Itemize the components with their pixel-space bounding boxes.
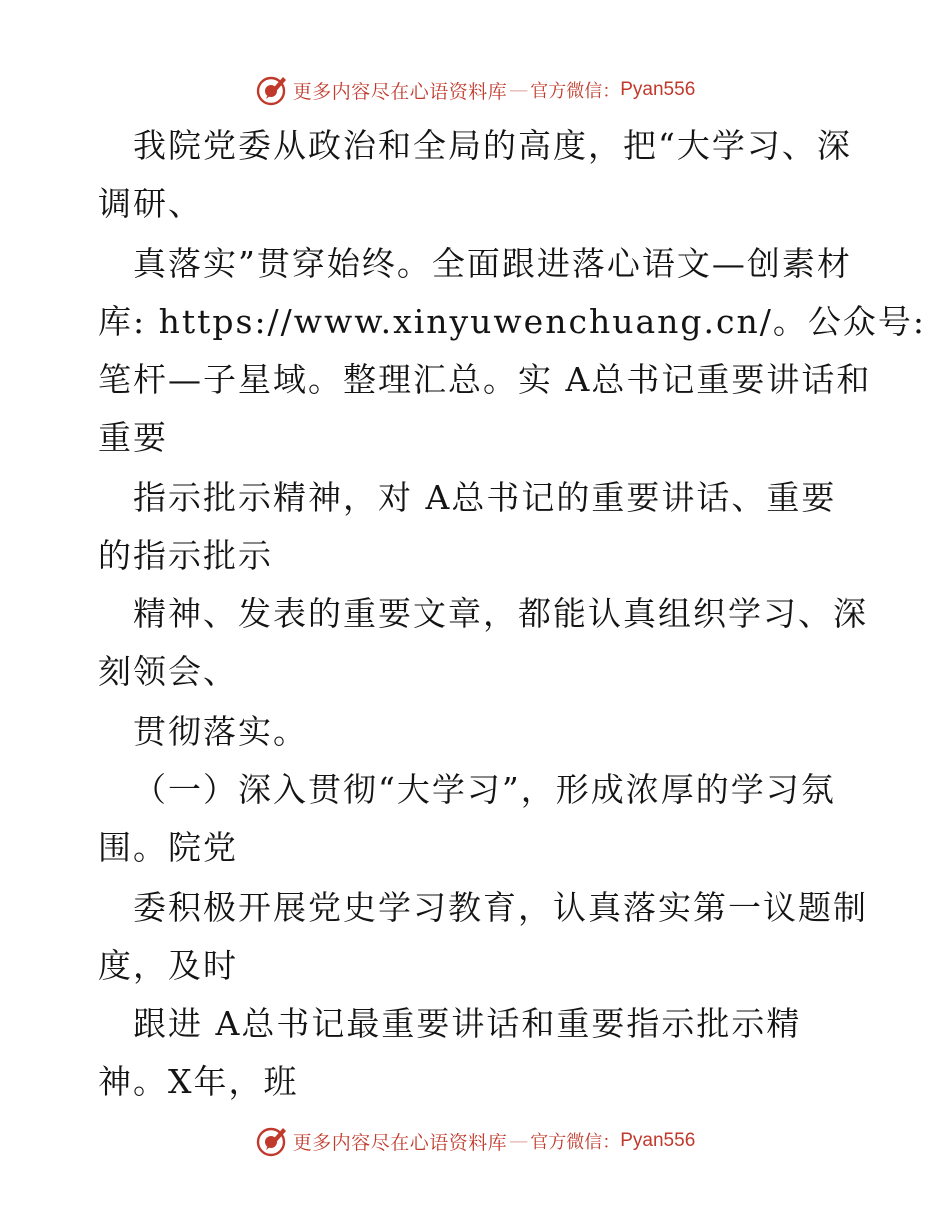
text-line: 围。院党	[98, 828, 238, 867]
banner-dash: —	[509, 1130, 529, 1152]
text-line: （一）深入贯彻“大学习”，形成浓厚的学习氛	[133, 770, 836, 809]
text-line: 我院党委从政治和全局的高度，把“大学习、深	[133, 126, 852, 165]
pen-logo-icon	[255, 1124, 289, 1158]
text-line: 库: https://www.xinyuwenchuang.cn/。公众号:	[98, 302, 926, 341]
banner-wechat-label: 官方微信：	[530, 81, 621, 102]
banner-wechat-id: Pyan556	[620, 1130, 696, 1151]
text-line: 真落实”贯穿始终。全面跟进落心语文—创素材	[133, 244, 852, 283]
banner-wechat-label: 官方微信：	[530, 1132, 621, 1153]
text-line: 精神、发表的重要文章，都能认真组织学习、深	[133, 594, 868, 633]
text-line: 刻领会、	[98, 652, 238, 691]
text-line: 委积极开展党史学习教育，认真落实第一议题制	[133, 888, 868, 927]
banner-dash: —	[509, 79, 529, 101]
text-line: 贯彻落实。	[133, 712, 308, 751]
text-line: 跟进 A总书记最重要讲话和重要指示批示精	[133, 1004, 802, 1043]
text-line: 神。X年，班	[98, 1062, 299, 1101]
text-line: 指示批示精神，对 A总书记的重要讲话、重要	[133, 478, 837, 517]
text-line: 度，及时	[98, 946, 238, 985]
text-line: 笔杆—子星域。整理汇总。实 A总书记重要讲话和	[98, 360, 872, 399]
footer-watermark-banner	[0, 1121, 950, 1161]
banner-library-text: 更多内容尽在心语资料库	[292, 80, 508, 103]
header-watermark-banner	[0, 70, 950, 110]
text-line: 调研、	[98, 184, 203, 223]
text-line: 的指示批示	[98, 536, 273, 575]
banner-wechat-id: Pyan556	[620, 79, 696, 100]
banner-library-text: 更多内容尽在心语资料库	[292, 1131, 508, 1154]
text-line: 重要	[98, 418, 168, 457]
pen-logo-icon	[255, 73, 289, 107]
